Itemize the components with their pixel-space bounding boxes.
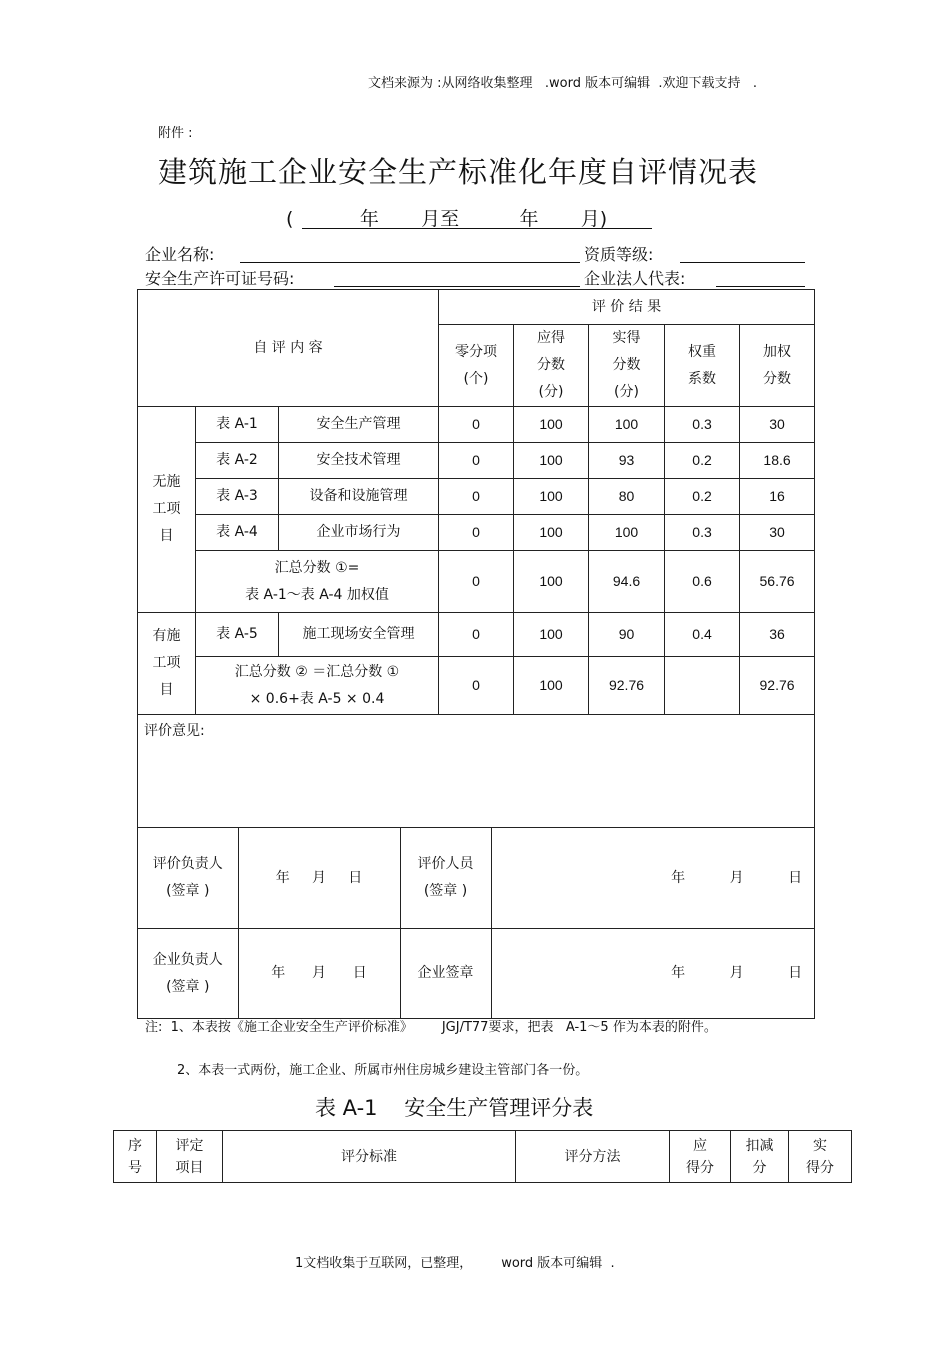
- opinion-label: 评价意见:: [144, 723, 205, 739]
- self-eval-table: [137, 289, 815, 1019]
- row-weighted: 30: [740, 515, 815, 551]
- col-weight: 权重 系数: [665, 325, 740, 407]
- eval-result-header: 评 价 结 果: [439, 290, 815, 325]
- row-code: 表 A-3: [196, 479, 279, 515]
- summary-1-weighted: 56.76: [740, 551, 815, 613]
- row-due: 100: [514, 613, 589, 657]
- row-code: 表 A-4: [196, 515, 279, 551]
- table-row: [138, 613, 815, 657]
- row-zero: 0: [439, 443, 514, 479]
- row-zero: 0: [439, 479, 514, 515]
- summary-2-zero: 0: [439, 657, 514, 715]
- col-weighted-score: 加权 分数: [740, 325, 815, 407]
- company-name-label: 企业名称:: [145, 245, 215, 264]
- row-weight: 0.3: [665, 515, 740, 551]
- eval-head-label: 评价负责人 (签章 ): [138, 828, 238, 928]
- row-actual: 80: [589, 479, 665, 515]
- a1-col-deduct: 扣减 分: [731, 1131, 789, 1183]
- company-head-date[interactable]: 年 月 日: [238, 929, 400, 1018]
- col-actual-score: 实得 分数 (分): [589, 325, 665, 407]
- a1-col-actual: 实 得分: [789, 1131, 852, 1183]
- row-weight: 0.2: [665, 443, 740, 479]
- note-2: 2、本表一式两份，施工企业、所属市州住房城乡建设主管部门各一份。: [177, 1063, 589, 1078]
- company-head-label: 企业负责人 (签章 ): [138, 929, 238, 1018]
- table-a1: [113, 1130, 852, 1183]
- evaluator-label: 评价人员 (签章 ): [400, 828, 491, 928]
- row-item: 设备和设施管理: [279, 479, 439, 515]
- row-due: 100: [514, 479, 589, 515]
- page-title: 建筑施工企业安全生产标准化年度自评情况表: [158, 155, 759, 189]
- table-a1-title: 表 A-1 安全生产管理评分表: [315, 1096, 594, 1120]
- row-code: 表 A-1: [196, 407, 279, 443]
- table-row: [138, 443, 815, 479]
- summary-1-due: 100: [514, 551, 589, 613]
- summary-2-label: 汇总分数 ② ＝汇总分数 ① × 0.6+表 A-5 × 0.4: [196, 657, 439, 715]
- row-weight: 0.4: [665, 613, 740, 657]
- summary-row-2: [138, 657, 815, 715]
- summary-2-weight: [665, 657, 740, 715]
- row-weight: 0.2: [665, 479, 740, 515]
- license-field[interactable]: [334, 286, 580, 287]
- col-zero-items: 零分项 (个): [439, 325, 514, 407]
- self-eval-content-header: 自 评 内 容: [138, 290, 439, 407]
- evaluator-date[interactable]: 年 月 日: [671, 869, 803, 886]
- a1-col-due: 应 得分: [670, 1131, 731, 1183]
- header-note: 文档来源为 :从网络收集整理 .word 版本可编辑 .欢迎下载支持 .: [368, 76, 758, 91]
- company-seal-label: 企业签章: [400, 929, 491, 1018]
- summary-1-label: 汇总分数 ①= 表 A-1～表 A-4 加权值: [196, 551, 439, 613]
- summary-1-actual: 94.6: [589, 551, 665, 613]
- row-item: 安全技术管理: [279, 443, 439, 479]
- row-code: 表 A-2: [196, 443, 279, 479]
- row-due: 100: [514, 407, 589, 443]
- table-row: [138, 515, 815, 551]
- row-due: 100: [514, 515, 589, 551]
- row-actual: 100: [589, 515, 665, 551]
- summary-row-1: [138, 551, 815, 613]
- summary-2-weighted: 92.76: [740, 657, 815, 715]
- summary-1-weight: 0.6: [665, 551, 740, 613]
- opinion-box[interactable]: [138, 715, 815, 828]
- group-no-project: 无施 工项 目: [138, 407, 196, 613]
- summary-1-zero: 0: [439, 551, 514, 613]
- row-actual: 93: [589, 443, 665, 479]
- legal-rep-label: 企业法人代表:: [584, 269, 686, 288]
- a1-col-method: 评分方法: [516, 1131, 670, 1183]
- note-1: 注: 1、本表按《施工企业安全生产评价标准》 JGJ/T77要求，把表 A-1～5 作为本表的附件。: [145, 1020, 717, 1035]
- legal-rep-field[interactable]: [716, 286, 805, 287]
- row-weighted: 36: [740, 613, 815, 657]
- attachment-label: 附件 :: [158, 126, 193, 141]
- a1-col-standard: 评分标准: [223, 1131, 516, 1183]
- summary-2-due: 100: [514, 657, 589, 715]
- row-item: 施工现场安全管理: [279, 613, 439, 657]
- eval-head-date[interactable]: 年 月 日: [238, 828, 400, 928]
- company-seal-date[interactable]: 年 月 日: [671, 965, 803, 981]
- a1-col-no: 序 号: [114, 1131, 157, 1183]
- company-name-field[interactable]: [240, 262, 580, 263]
- row-item: 安全生产管理: [279, 407, 439, 443]
- a1-col-item: 评定 项目: [157, 1131, 223, 1183]
- period-underline: [302, 228, 652, 229]
- row-weight: 0.3: [665, 407, 740, 443]
- row-weighted: 16: [740, 479, 815, 515]
- row-weighted: 30: [740, 407, 815, 443]
- summary-2-actual: 92.76: [589, 657, 665, 715]
- qualification-label: 资质等级:: [584, 245, 654, 264]
- row-actual: 100: [589, 407, 665, 443]
- footer-note: 1文档收集于互联网，已整理， word 版本可编辑 .: [295, 1256, 615, 1271]
- row-zero: 0: [439, 407, 514, 443]
- group-with-project: 有施 工项 目: [138, 613, 196, 715]
- col-due-score: 应得 分数 (分): [514, 325, 589, 407]
- table-row: [138, 407, 815, 443]
- license-label: 安全生产许可证号码:: [145, 269, 295, 288]
- qualification-field[interactable]: [680, 262, 805, 263]
- row-weighted: 18.6: [740, 443, 815, 479]
- row-zero: 0: [439, 515, 514, 551]
- table-row: [138, 479, 815, 515]
- period-line-text: ( 年 月至 年 月): [286, 208, 608, 230]
- row-item: 企业市场行为: [279, 515, 439, 551]
- row-due: 100: [514, 443, 589, 479]
- row-actual: 90: [589, 613, 665, 657]
- row-zero: 0: [439, 613, 514, 657]
- row-code: 表 A-5: [196, 613, 279, 657]
